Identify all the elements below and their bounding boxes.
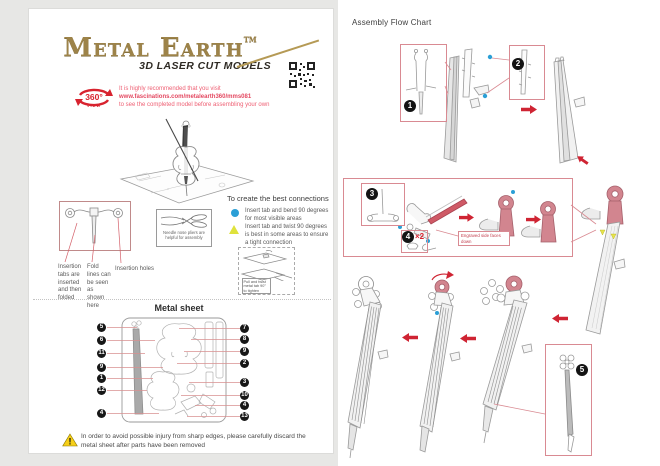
pliers-box [156,209,212,247]
leader-line [195,405,240,406]
leader-line [181,395,240,396]
flow-arrow-right-3 [526,215,541,224]
trademark-symbol: TM [243,35,257,44]
bend-dot-icon [231,209,239,217]
badge-360-view [74,85,114,111]
leader-line [107,390,147,391]
step-2-box [509,45,545,100]
badge-360-text: 360° [85,92,103,102]
qr-code [288,61,316,89]
part-number-badge: 3 [240,378,249,387]
recommendation-url: www.fascinations.com/metalearth360/mms081 [119,93,252,100]
part-number-badge: 9 [97,363,106,372]
step-circle-3: 3 [366,188,378,200]
recommendation-text [119,86,324,110]
leader-line [107,367,163,368]
step-5-box [545,344,592,456]
leader-line [107,340,155,341]
part-number-badge: 12 [98,387,105,393]
part-number-badge: 4 [240,401,249,410]
leader-line [177,363,240,364]
pliers-note: Needle nose pliers are helpful for assembly [163,230,205,241]
bend-tip: Insert tab and bend 90 degrees for most visible areas [245,208,329,222]
logo-title: Metal Earth™ [63,33,257,63]
step-circle-5: 5 [576,364,588,376]
logo-subtitle: 3D LASER CUT MODELS [139,60,271,72]
twist-tip: Insert tab and twist 90 degrees is best in some areas to ensure a tight connection [245,224,329,246]
warning-triangle-icon [62,433,78,447]
recommendation-line1: It is highly recommended that you visit [119,86,221,92]
twist-triangle-icon [229,225,239,234]
part-number-badge: 5 [97,323,106,332]
part-number-badge: 13 [241,413,248,419]
leader-line [107,353,145,354]
twist-demo-illustration [240,249,293,281]
leader-line [184,351,240,352]
part-number-badge: 7 [240,324,249,333]
leader-line [189,382,240,383]
part-number-badge: 2 [240,359,249,368]
left-page [28,8,334,454]
metal-sheet-title: Metal sheet [154,303,204,313]
badge-view-text: VIEW [86,103,102,108]
step-circle-4: 4 [402,231,414,243]
connection-tips-heading: To create the best connections [227,194,329,203]
assembly-flow-title: Assembly Flow Chart [352,18,432,27]
pliers-icon [160,213,208,229]
part-number-badge: 10 [241,392,248,398]
part-number-badge: 1 [97,374,106,383]
step-4-quantity: ×2 [415,232,425,241]
leader-line [179,328,240,329]
leader-line [107,413,159,414]
part-number-badge: 9 [240,347,249,356]
step-circle-1: 1 [404,100,416,112]
metal-sheet-diagram [121,316,227,424]
fold-lines-label: Fold lines can be seen as shown here [87,264,111,309]
part-number-badge: 6 [97,336,106,345]
leader-line [191,339,240,340]
sharp-edge-warning: In order to avoid possible injury from sharp edges, please carefully discard the metal sheet after parts have been removed [81,433,306,449]
recommendation-line3: to see the completed model before assembling your own [119,101,270,108]
right-page [338,0,660,466]
part-number-badge: 11 [98,350,105,356]
step-circle-2: 2 [512,58,524,70]
twist-note: Pull and twist metal tab 90° to tighten [242,278,271,294]
part-detail-illustration [59,201,171,273]
flow-arrow-left-2 [460,334,476,343]
dotted-divider [33,299,331,300]
engraved-note: Engraved side faces down [458,231,510,246]
leader-line [107,378,153,379]
flow-arrow-right-2 [459,213,474,222]
leader-line [187,416,240,417]
part-number-badge: 8 [240,335,249,344]
flow-arrow-right-1 [521,105,537,114]
flow-arrow-left-1 [402,333,418,342]
insertion-holes-label: Insertion holes [115,266,155,272]
insertion-tabs-label: Insertion tabs are inserted and then folded [58,264,82,302]
leader-line [107,327,137,328]
twist-demo-box [238,247,295,295]
warning-mark: ! [68,436,72,447]
flow-arrow-left-3 [552,314,568,323]
part-number-badge: 4 [97,409,106,418]
